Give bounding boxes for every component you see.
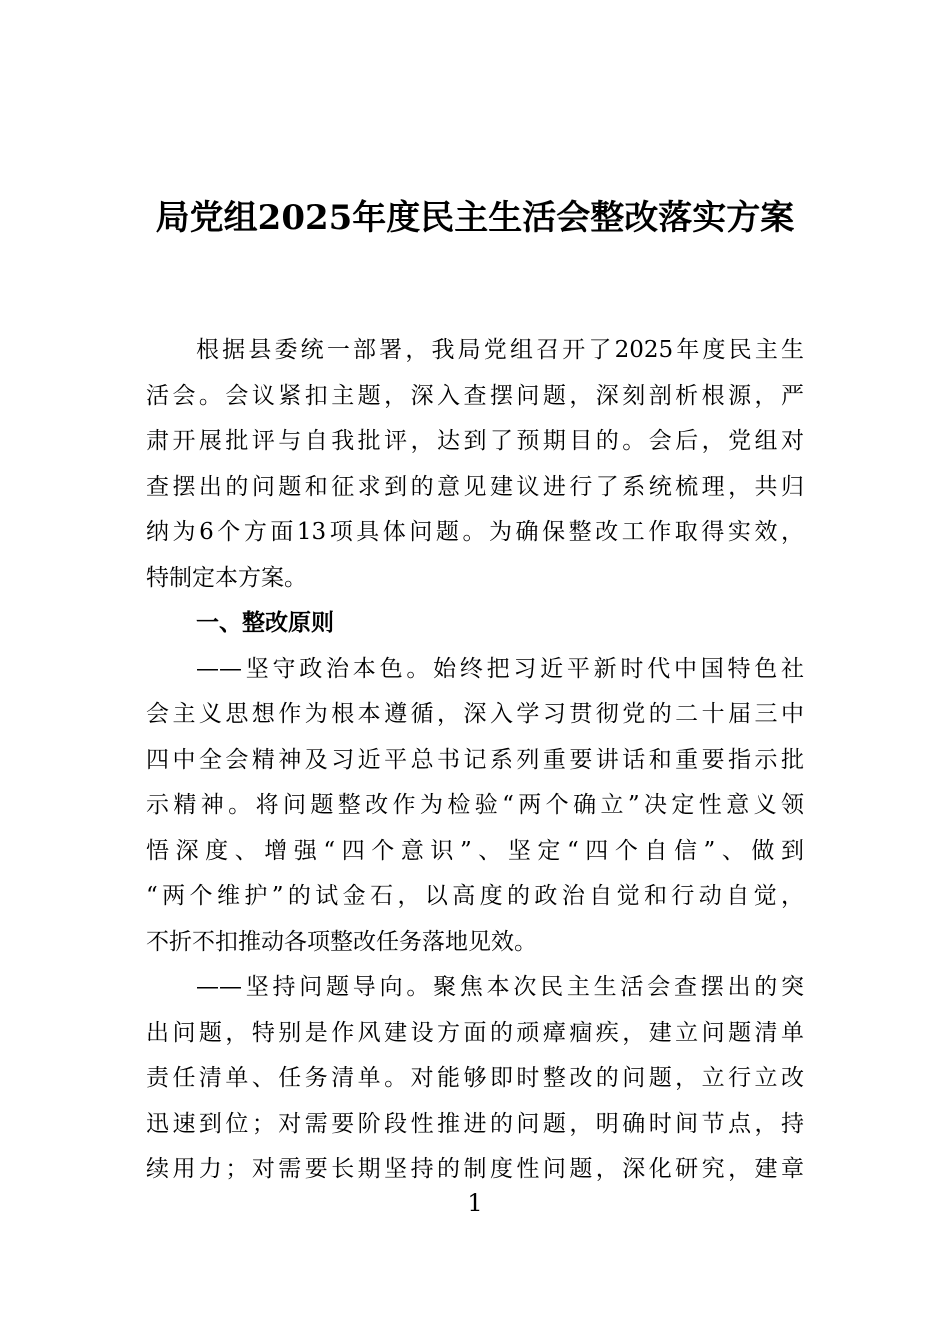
paragraph-line: 肃开展批评与自我批评，达到了预期目的。会后，党组对	[146, 428, 804, 454]
paragraph-line: 特制定本方案。	[146, 564, 307, 591]
paragraph-line: 示精神。将问题整改作为检验“两个确立”决定性意义领	[146, 792, 804, 818]
paragraph-line: 悟深度、增强“四个意识”、坚定“四个自信”、做到	[146, 837, 804, 864]
paragraph-line: ——坚守政治本色。始终把习近平新时代中国特色社	[196, 655, 804, 682]
section-heading: 一、整改原则	[196, 610, 334, 636]
document-body	[146, 328, 804, 1193]
paragraph-line: ——坚持问题导向。聚焦本次民主生活会查摆出的突	[196, 974, 804, 1000]
paragraph-line: “两个维护”的试金石，以高度的政治自觉和行动自觉，	[146, 883, 804, 909]
paragraph-line: 活会。会议紧扣主题，深入查摆问题，深刻剖析根源，严	[146, 382, 804, 409]
document-title: 局党组2025年度民主生活会整改落实方案	[155, 198, 795, 238]
paragraph-line: 续用力；对需要长期坚持的制度性问题，深化研究，建章	[146, 1156, 804, 1182]
paragraph-line: 四中全会精神及习近平总书记系列重要讲话和重要指示批	[146, 746, 804, 773]
paragraph-line: 纳为6个方面13项具体问题。为确保整改工作取得实效，	[146, 519, 804, 545]
paragraph-line: 查摆出的问题和征求到的意见建议进行了系统梳理，共归	[146, 473, 804, 500]
paragraph-line: 责任清单、任务清单。对能够即时整改的问题，立行立改	[146, 1065, 804, 1091]
paragraph-line: 不折不扣推动各项整改任务落地见效。	[146, 928, 537, 955]
paragraph-line: 根据县委统一部署，我局党组召开了2025年度民主生	[196, 337, 804, 363]
paragraph-line: 迅速到位；对需要阶段性推进的问题，明确时间节点，持	[146, 1110, 804, 1137]
paragraph-line: 会主义思想作为根本遵循，深入学习贯彻党的二十届三中	[146, 701, 804, 727]
paragraph-line: 出问题，特别是作风建设方面的顽瘴痼疾，建立问题清单	[146, 1019, 804, 1046]
page-number: 1	[467, 1189, 483, 1217]
